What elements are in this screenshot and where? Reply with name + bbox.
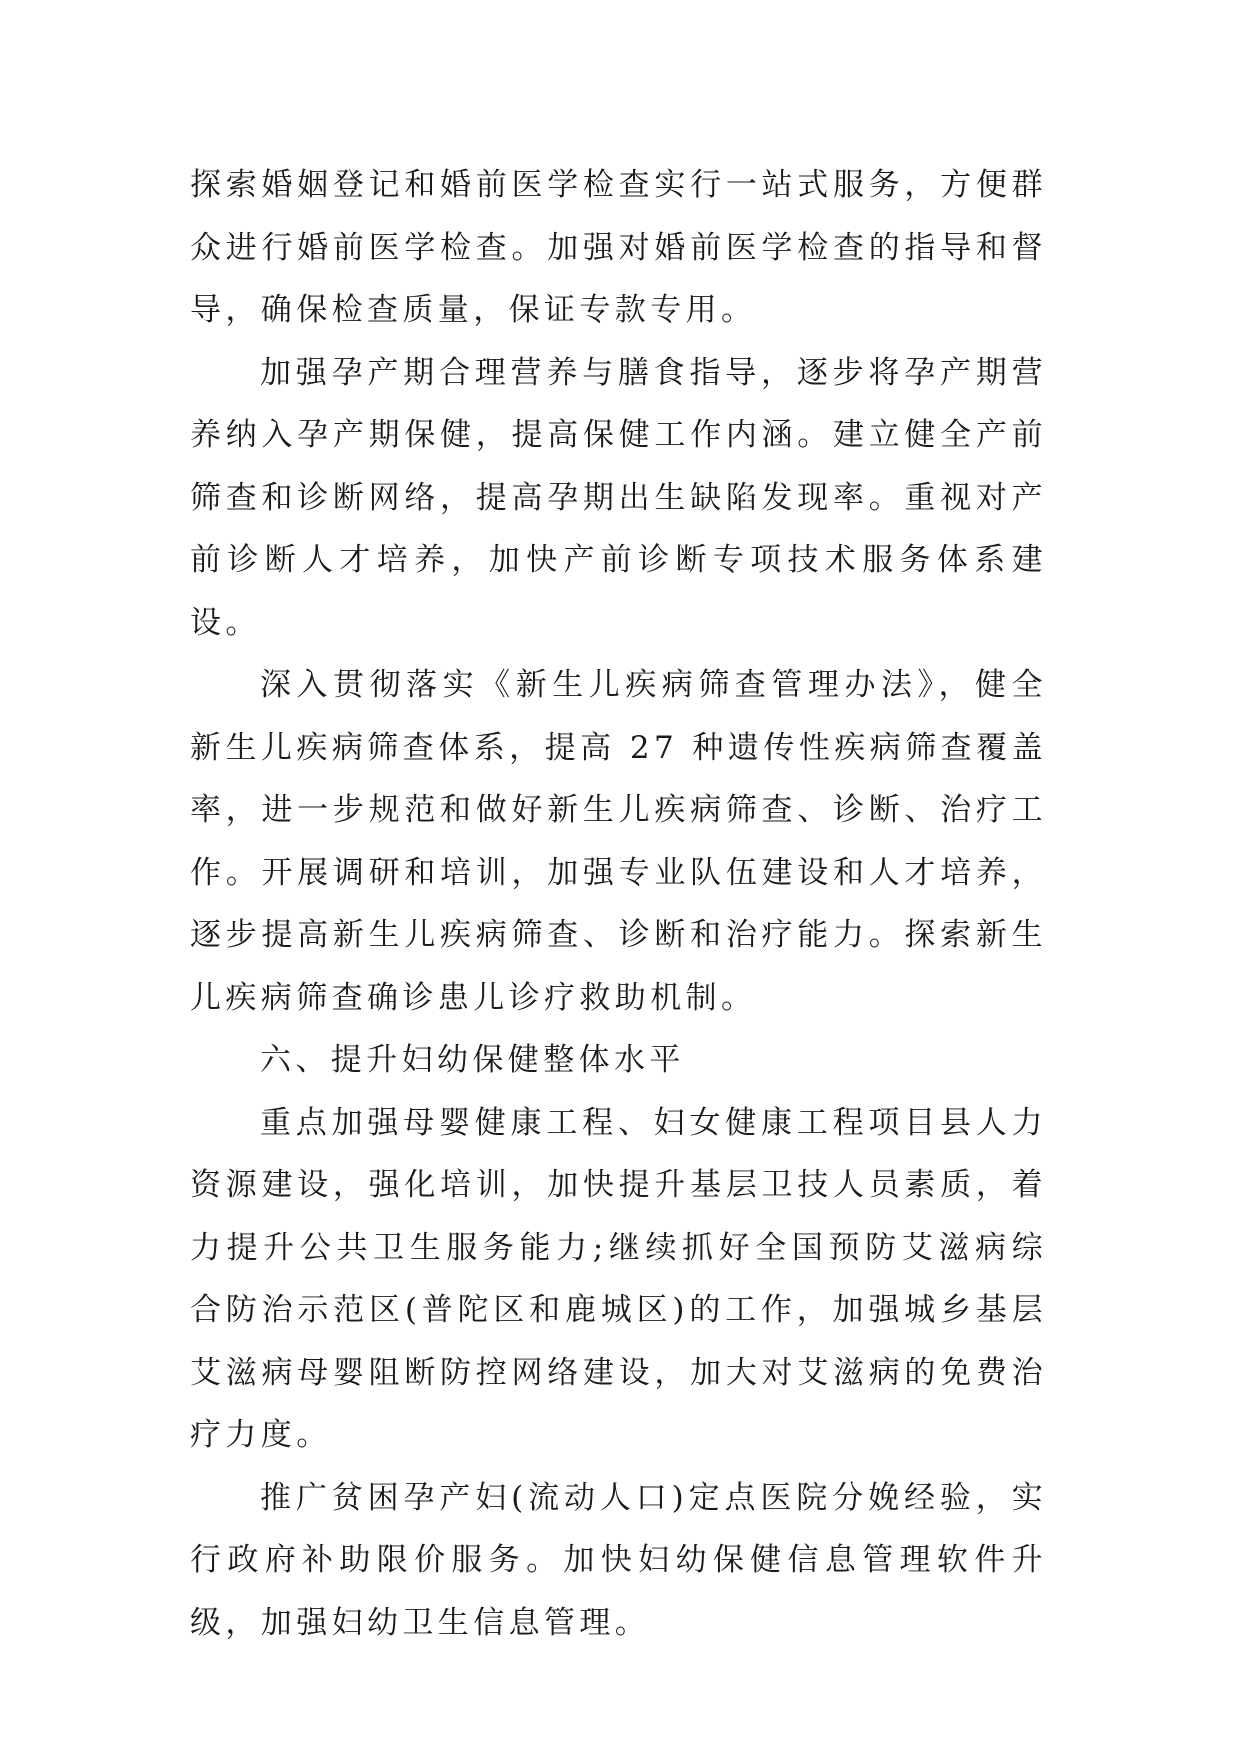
paragraph-newborn-screening: 深入贯彻落实《新生儿疾病筛查管理办法》，健全新生儿疾病筛查体系，提高 27 种遗传性疾病筛查覆盖率，进一步规范和做好新生儿疾病筛查、诊断、治疗工作。开展调研和培训，加强专业队伍建设和人才培养，逐步提高新生儿疾病筛查、诊断和治疗能力。探索新生儿疾病筛查确诊患儿诊疗救助机制。	[190, 667, 1047, 1016]
paragraph-health-projects: 重点加强母婴健康工程、妇女健康工程项目县人力资源建设，强化培训，加快提升基层卫技人员素质，着力提升公共卫生服务能力;继续抓好全国预防艾滋病综合防治示范区(普陀区和鹿城区)的工作，加强城乡基层艾滋病母婴阻断防控网络建设，加大对艾滋病的免费治疗力度。	[190, 1104, 1047, 1453]
paragraph-marriage-checkup: 探索婚姻登记和婚前医学检查实行一站式服务，方便群众进行婚前医学检查。加强对婚前医学检查的指导和督导，确保检查质量，保证专款专用。	[190, 167, 1047, 328]
paragraph-poor-pregnant-women: 推广贫困孕产妇(流动人口)定点医院分娩经验，实行政府补助限价服务。加快妇幼保健信息管理软件升级，加强妇幼卫生信息管理。	[190, 1479, 1047, 1641]
section-heading-six: 六、提升妇幼保健整体水平	[260, 1042, 685, 1078]
paragraph-prenatal-care: 加强孕产期合理营养与膳食指导，逐步将孕产期营养纳入孕产期保健，提高保健工作内涵。建立健全产前筛查和诊断网络，提高孕期出生缺陷发现率。重视对产前诊断人才培养，加快产前诊断专项技术服务体系建设。	[190, 354, 1047, 641]
document-body	[190, 154, 1047, 1654]
